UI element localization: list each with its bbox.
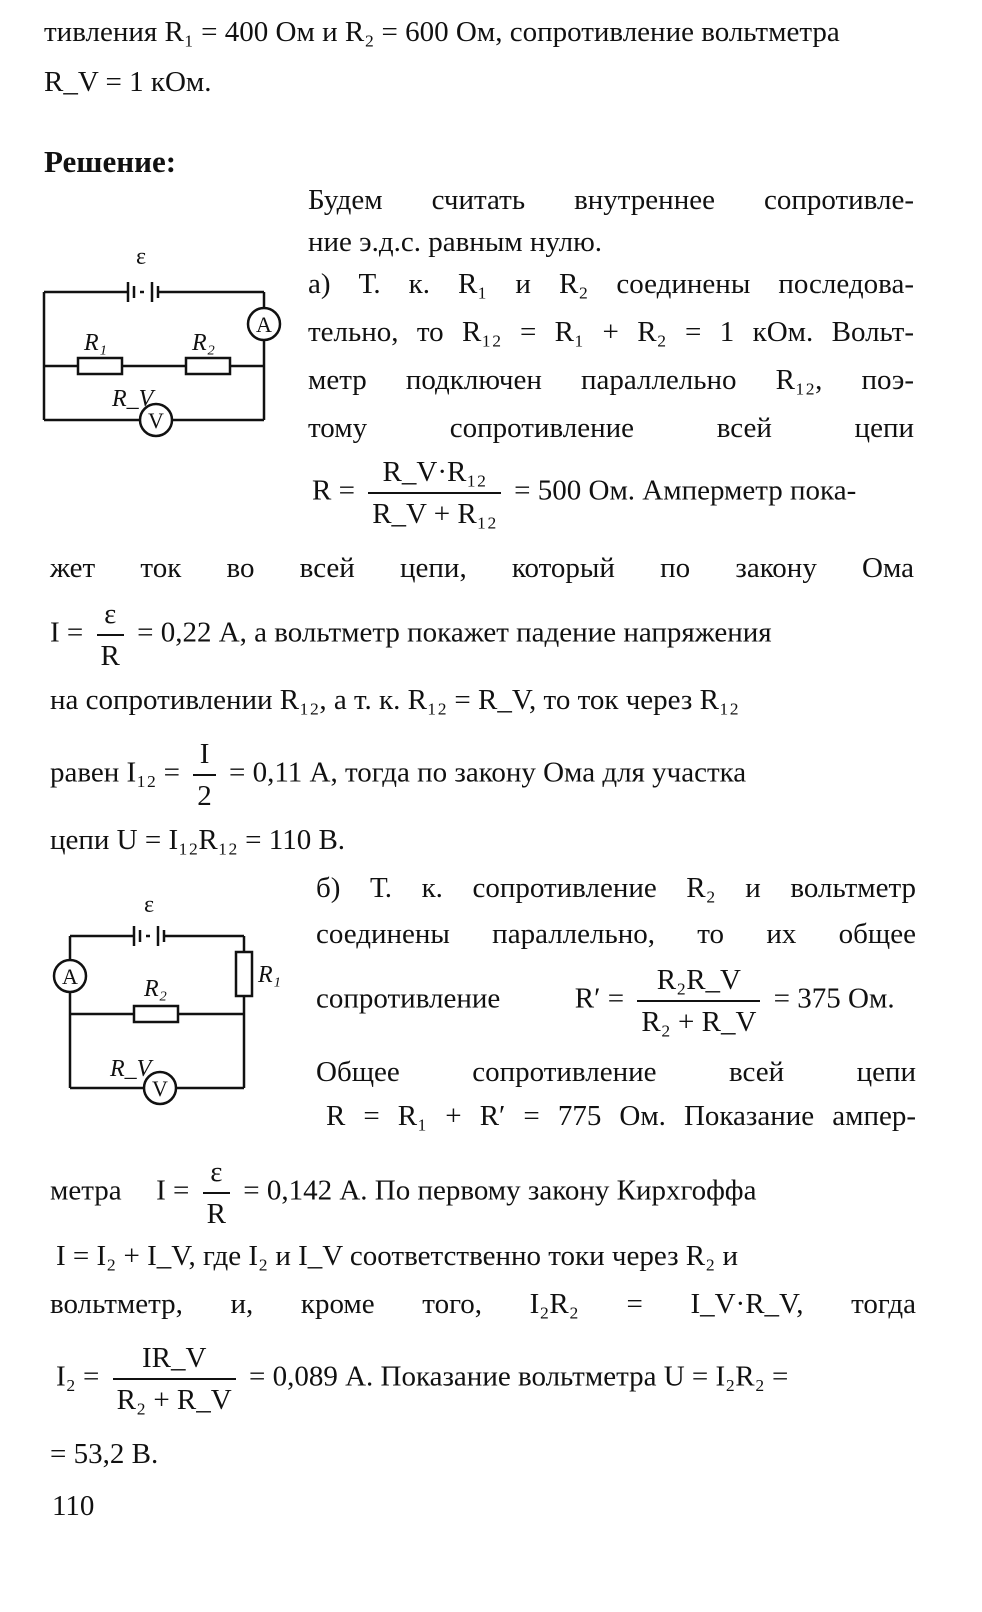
formula-rest: = 0,142 А. По первому закону Кирхгоффа	[243, 1174, 757, 1207]
circuit-diagram-a	[36, 240, 296, 440]
page-number: 110	[52, 1490, 95, 1522]
intro-line-1: Будем считать внутреннее сопротивле-	[308, 184, 914, 216]
fraction-denominator: R₂ + R_V	[641, 1006, 757, 1038]
part-b-line-5: R = R₁ + R′ = 775 Ом. Показание ампер-	[326, 1100, 916, 1132]
part-a-line-1: а) Т. к. R₁ и R₂ соединены последова-	[308, 268, 914, 300]
emf-label: ε	[136, 244, 147, 270]
fraction-denominator: R₂ + R_V	[116, 1384, 232, 1416]
fraction	[203, 1152, 230, 1234]
ammeter-label: A	[256, 312, 272, 337]
formula-ammeter	[50, 1152, 920, 1234]
fraction-numerator: R_V·R₁₂	[368, 452, 501, 494]
formula-prefix: сопротивление	[316, 982, 501, 1015]
fraction-denominator: 2	[197, 780, 212, 812]
fraction	[97, 594, 124, 676]
fraction-denominator: R	[100, 640, 120, 672]
fraction	[368, 452, 501, 534]
part-a-line-3: метр подключен параллельно R₁₂, поэ-	[308, 364, 914, 396]
formula-rest: = 0,11 А, тогда по закону Ома для участка	[229, 756, 747, 789]
circuit-diagram-b	[44, 890, 304, 1120]
formula-lhs: равен I₁₂ =	[50, 756, 181, 789]
part-a-line-8: на сопротивлении R₁₂, а т. к. R₁₂ = R_V, то ток через R₁₂	[50, 684, 740, 716]
formula-total-resistance	[312, 452, 856, 534]
part-b-line-7: I = I₂ + I_V, где I₂ и I_V соответственно токи через R₂ и	[56, 1240, 739, 1272]
r2-label: R₂	[192, 330, 216, 356]
formula-current	[50, 594, 920, 676]
part-a-line-6: жет ток во всей цепи, который по закону Ома	[50, 552, 914, 584]
formula-voltmeter-current	[56, 1338, 926, 1420]
fraction	[637, 960, 760, 1042]
part-b-line-1: б) Т. к. сопротивление R₂ и вольтметр	[316, 872, 916, 904]
r2-label: R₂	[144, 976, 168, 1002]
voltmeter-label: V	[148, 408, 164, 433]
formula-lhs: I =	[156, 1174, 190, 1207]
fraction-numerator: R₂R_V	[637, 960, 760, 1002]
part-b-line-2: соединены параллельно, то их общее	[316, 918, 916, 950]
fraction-numerator: IR_V	[113, 1338, 236, 1380]
part-b-line-8: вольтметр, и, кроме того, I₂R₂ = I_V·R_V, тогда	[50, 1288, 916, 1320]
fraction-numerator: ε	[203, 1152, 230, 1194]
fraction-denominator: R_V + R₁₂	[372, 498, 497, 530]
fraction-denominator: R	[206, 1198, 226, 1230]
formula-rest: = 500 Ом. Амперметр пока-	[514, 474, 857, 507]
formula-rest: = 0,089 А. Показание вольтметра U = I₂R₂ =	[248, 1360, 789, 1393]
formula-lhs: I =	[50, 616, 84, 649]
ammeter-label: A	[62, 964, 78, 989]
rv-label: R_V	[112, 386, 154, 412]
formula-parallel-resistance	[316, 960, 926, 1042]
fraction-numerator: ε	[97, 594, 124, 636]
problem-text-line-2: R_V = 1 кОм.	[44, 66, 212, 98]
part-a-line-10: цепи U = I₁₂R₁₂ = 110 В.	[50, 824, 346, 856]
voltmeter-label: V	[152, 1076, 168, 1101]
part-b-line-4: Общее сопротивление всей цепи	[316, 1056, 916, 1088]
fraction	[113, 1338, 236, 1420]
formula-rest: = 375 Ом.	[773, 982, 895, 1015]
intro-line-2: ние э.д.с. равным нулю.	[308, 226, 603, 258]
fraction	[193, 734, 216, 816]
problem-text-line-1: тивления R₁ = 400 Ом и R₂ = 600 Ом, сопротивление вольтметра	[44, 16, 840, 48]
formula-lhs: R =	[312, 474, 355, 507]
rv-label: R_V	[110, 1056, 152, 1082]
r1-label: R₁	[258, 962, 282, 988]
part-a-line-2: тельно, то R₁₂ = R₁ + R₂ = 1 кОм. Вольт-	[308, 316, 914, 348]
r1-label: R₁	[84, 330, 108, 356]
fraction-numerator: I	[193, 734, 216, 776]
part-b-line-10: = 53,2 В.	[50, 1438, 159, 1470]
formula-prefix: метра	[50, 1174, 122, 1207]
formula-lhs: I₂ =	[56, 1360, 100, 1393]
part-a-line-4: тому сопротивление всей цепи	[308, 412, 914, 444]
emf-label: ε	[144, 892, 155, 918]
solution-heading: Решение:	[44, 144, 177, 179]
formula-rest: = 0,22 А, а вольтметр покажет падение напряжения	[137, 616, 772, 649]
formula-lhs: R′ =	[574, 982, 625, 1015]
formula-branch-current	[50, 734, 920, 816]
